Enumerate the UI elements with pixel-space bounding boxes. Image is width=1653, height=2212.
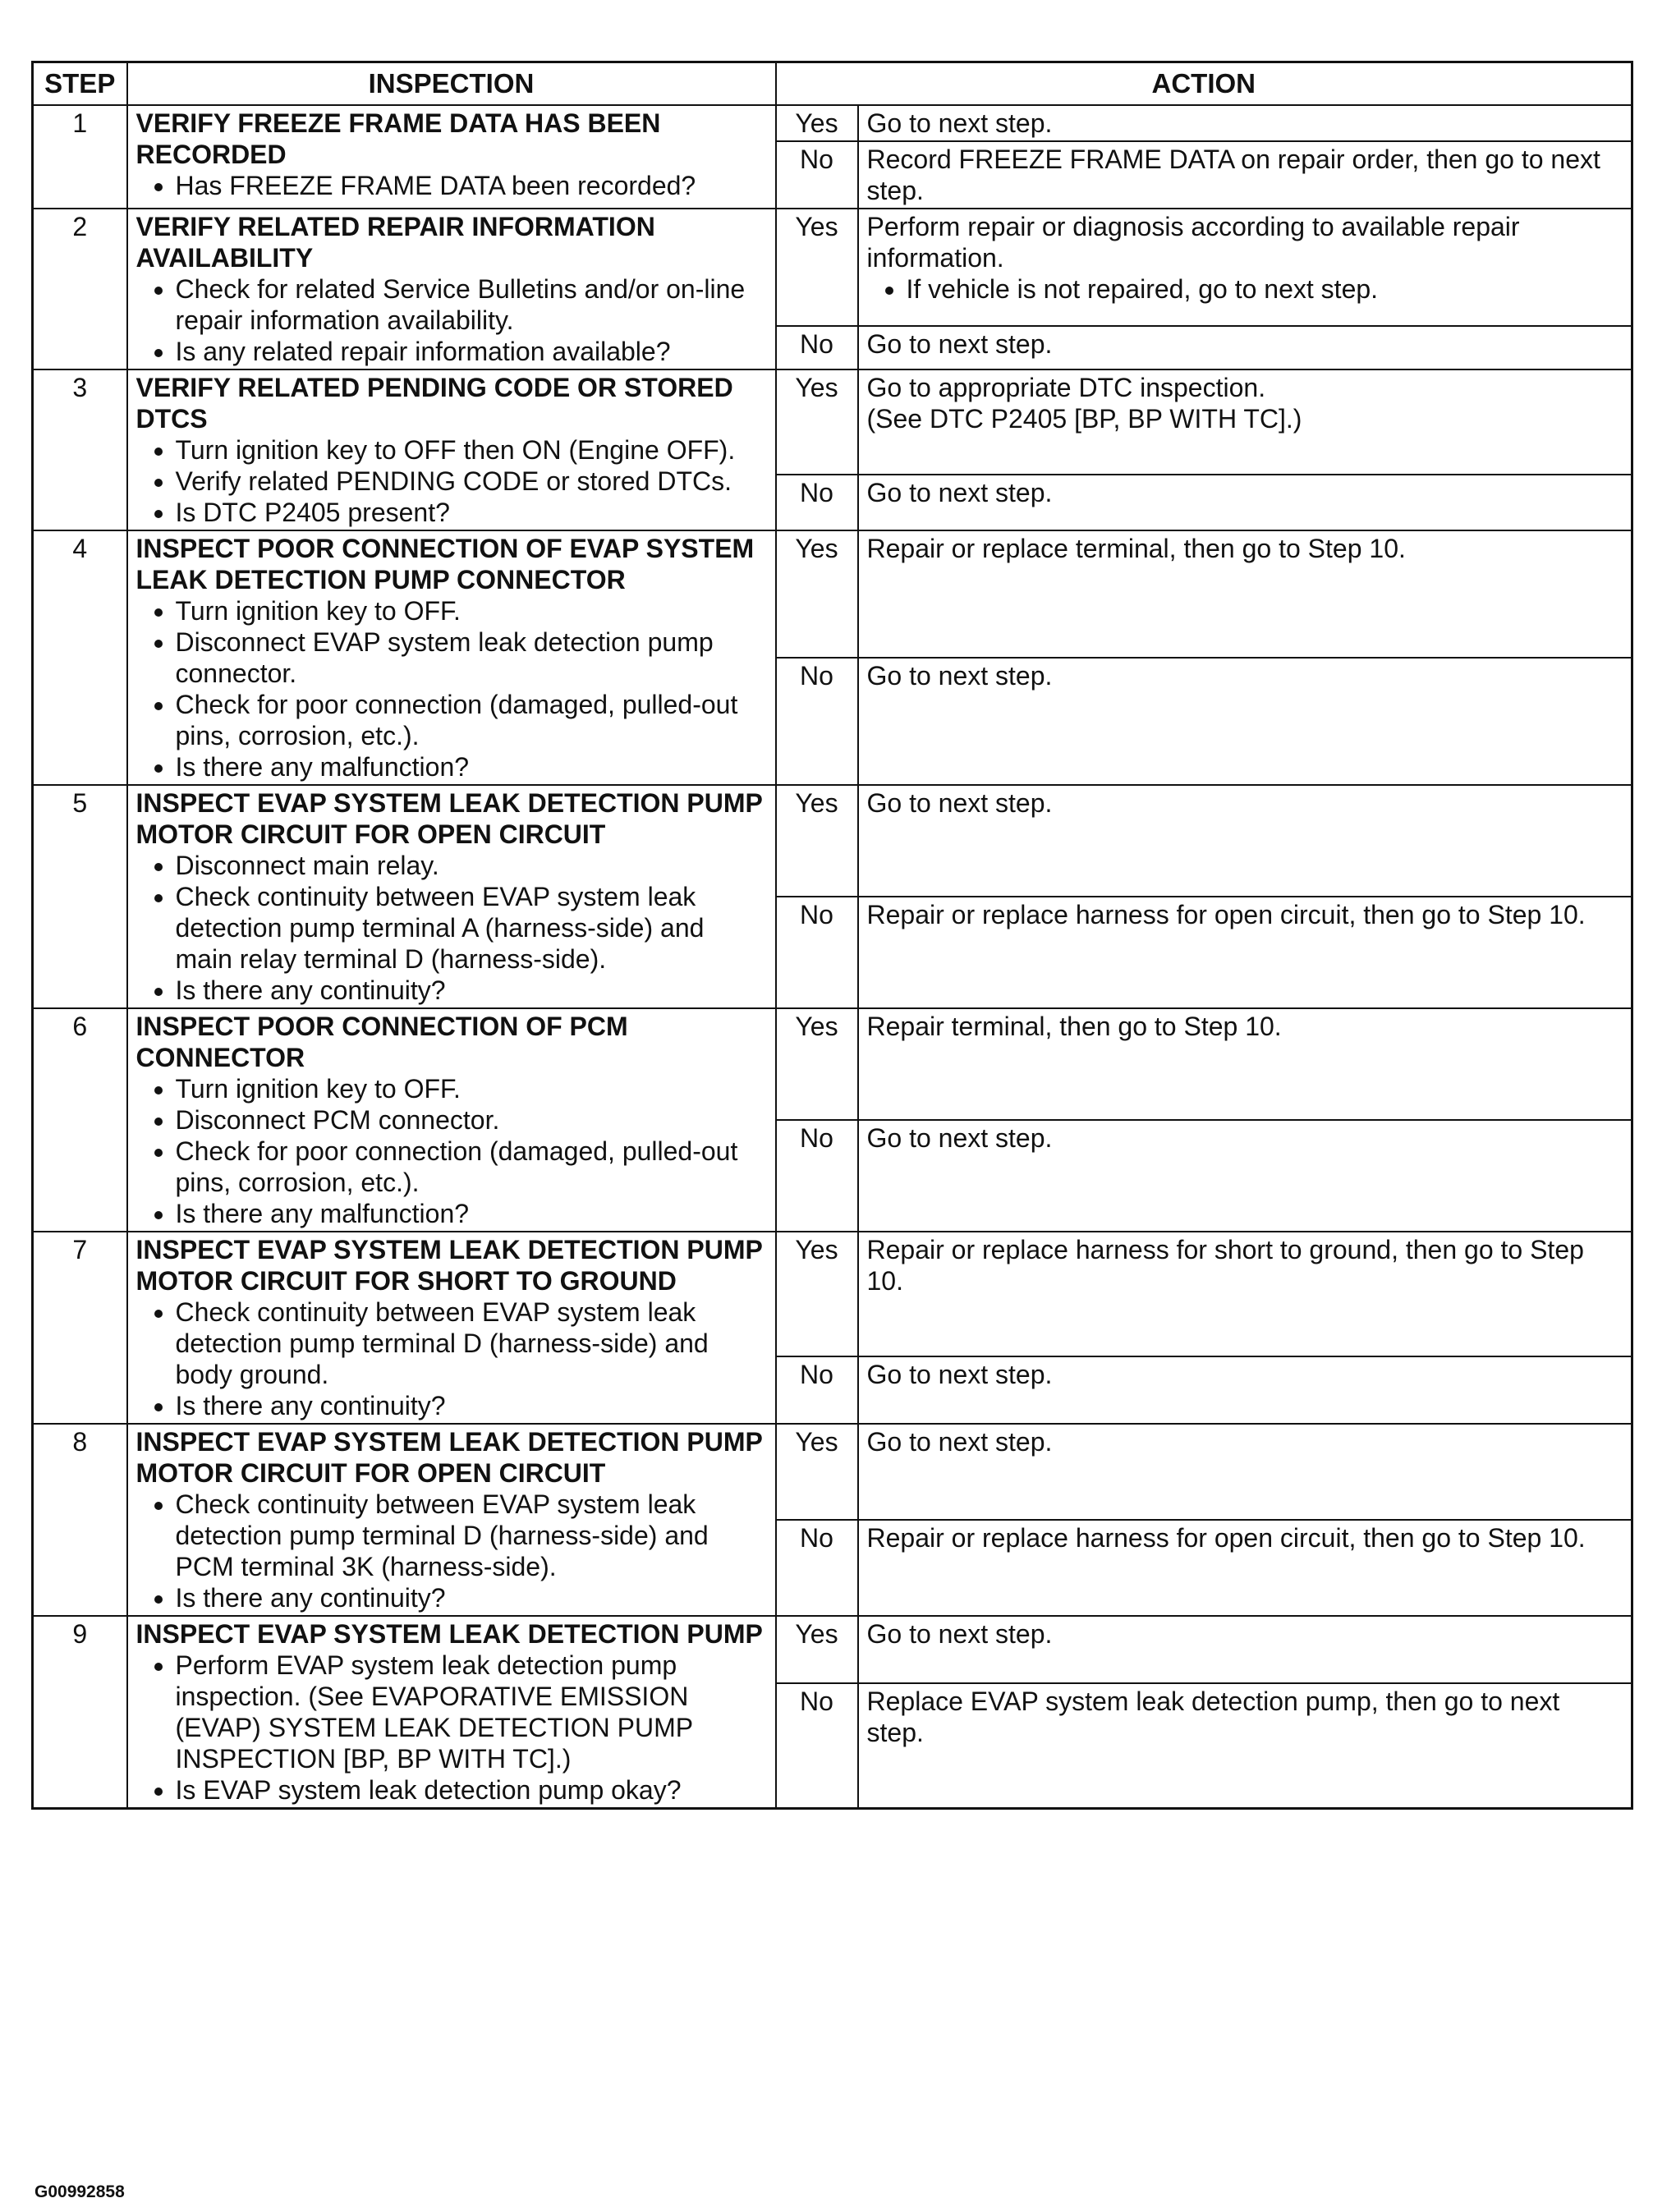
inspection-bullets	[136, 273, 767, 367]
yes-action: Repair terminal, then go to Step 10.	[866, 1012, 1282, 1041]
yes-label: Yes	[776, 1008, 858, 1120]
yes-action: Repair or replace harness for short to ground, then go to Step 10.	[866, 1235, 1584, 1296]
inspection-bullets	[136, 1296, 767, 1421]
inspection-cell	[127, 369, 776, 530]
yes-action: Go to next step.	[866, 1619, 1053, 1649]
inspection-bullets	[136, 595, 767, 782]
inspection-title: INSPECT EVAP SYSTEM LEAK DETECTION PUMP MOTOR CIRCUIT FOR SHORT TO GROUND	[135, 1235, 763, 1296]
table-body	[33, 105, 1632, 1809]
no-action: Go to next step.	[858, 1356, 1632, 1424]
table-row	[33, 1616, 1632, 1683]
step-number: 8	[33, 1424, 127, 1616]
header-inspection: INSPECTION	[127, 62, 776, 106]
inspection-title: INSPECT EVAP SYSTEM LEAK DETECTION PUMP MOTOR CIRCUIT FOR OPEN CIRCUIT	[135, 1427, 763, 1488]
no-label: No	[776, 475, 858, 530]
inspection-bullets	[136, 1650, 767, 1806]
table-row	[33, 369, 1632, 475]
inspection-cell	[127, 530, 776, 785]
document-id: G00992858	[34, 2182, 125, 2201]
yes-label: Yes	[776, 530, 858, 658]
inspection-bullet: • Check continuity between EVAP system leak detection pump terminal D (harness-side) and body ground.	[176, 1296, 767, 1390]
table-row	[33, 209, 1632, 326]
yes-action-cell	[858, 1232, 1632, 1356]
no-label: No	[776, 1120, 858, 1232]
inspection-bullet: • Is there any continuity?	[176, 1390, 767, 1421]
header-row	[33, 62, 1632, 106]
no-label: No	[776, 1683, 858, 1809]
no-action: Go to next step.	[858, 1120, 1632, 1232]
table-row	[33, 1232, 1632, 1356]
yes-action: Go to next step.	[866, 108, 1053, 138]
yes-action-cell	[858, 1424, 1632, 1520]
table-row	[33, 1424, 1632, 1520]
inspection-cell	[127, 1232, 776, 1424]
inspection-title: INSPECT POOR CONNECTION OF EVAP SYSTEM LEAK DETECTION PUMP CONNECTOR	[135, 534, 755, 594]
yes-action: Repair or replace terminal, then go to Step 10.	[866, 534, 1406, 563]
no-action: Repair or replace harness for open circuit, then go to Step 10.	[858, 897, 1632, 1008]
no-action: Repair or replace harness for open circuit, then go to Step 10.	[858, 1520, 1632, 1616]
diagnostic-procedure-table	[31, 61, 1633, 1810]
table-row	[33, 105, 1632, 141]
yes-label: Yes	[776, 1424, 858, 1520]
yes-action: Perform repair or diagnosis according to available repair information.	[866, 212, 1520, 273]
inspection-title: VERIFY RELATED PENDING CODE OR STORED DTCS	[135, 373, 733, 434]
inspection-bullet: • Is there any malfunction?	[176, 1198, 767, 1229]
table-row	[33, 1008, 1632, 1120]
inspection-bullet: • Check for poor connection (damaged, pulled-out pins, corrosion, etc.).	[176, 1136, 767, 1198]
inspection-title: VERIFY FREEZE FRAME DATA HAS BEEN RECORDED	[135, 108, 661, 169]
inspection-bullet: • Verify related PENDING CODE or stored DTCs.	[176, 466, 767, 497]
inspection-bullet: • Is DTC P2405 present?	[176, 497, 767, 528]
step-number: 5	[33, 785, 127, 1008]
no-action: Go to next step.	[858, 475, 1632, 530]
inspection-bullet: • Disconnect PCM connector.	[176, 1104, 767, 1136]
yes-action: Go to appropriate DTC inspection.	[866, 373, 1266, 402]
inspection-bullets	[136, 170, 767, 201]
no-action: Replace EVAP system leak detection pump, then go to next step.	[858, 1683, 1632, 1809]
inspection-title: VERIFY RELATED REPAIR INFORMATION AVAILABILITY	[135, 212, 655, 273]
yes-label: Yes	[776, 369, 858, 475]
yes-label: Yes	[776, 1616, 858, 1683]
inspection-bullet: • Perform EVAP system leak detection pump inspection. (See EVAPORATIVE EMISSION (EVAP) SYSTEM LEAK DETECTION PUMP INSPECTION [BP, BP WITH TC].)	[176, 1650, 767, 1774]
inspection-bullet: • Turn ignition key to OFF then ON (Engine OFF).	[176, 434, 767, 466]
inspection-bullet: • Disconnect main relay.	[176, 850, 767, 881]
yes-action: Go to next step.	[866, 788, 1053, 818]
inspection-bullet: • Is there any continuity?	[176, 975, 767, 1006]
no-label: No	[776, 1356, 858, 1424]
inspection-bullet: • Disconnect EVAP system leak detection pump connector.	[176, 626, 767, 689]
no-action: Go to next step.	[858, 326, 1632, 369]
inspection-bullet: • Is there any continuity?	[176, 1582, 767, 1613]
inspection-bullet: • Turn ignition key to OFF.	[176, 595, 767, 626]
header-step: STEP	[33, 62, 127, 106]
inspection-bullets	[136, 850, 767, 1006]
table-row	[33, 530, 1632, 658]
inspection-bullet: • Check for related Service Bulletins and/or on-line repair information availability.	[176, 273, 767, 336]
step-number: 1	[33, 105, 127, 209]
inspection-bullet: • Is any related repair information available?	[176, 336, 767, 367]
yes-action-cell	[858, 530, 1632, 658]
inspection-title: INSPECT EVAP SYSTEM LEAK DETECTION PUMP MOTOR CIRCUIT FOR OPEN CIRCUIT	[135, 788, 763, 849]
yes-action-cell	[858, 369, 1632, 475]
yes-action-cell	[858, 105, 1632, 141]
step-number: 7	[33, 1232, 127, 1424]
yes-action: Go to next step.	[866, 1427, 1053, 1457]
inspection-bullet: • Check for poor connection (damaged, pulled-out pins, corrosion, etc.).	[176, 689, 767, 751]
header-action: ACTION	[776, 62, 1632, 106]
yes-label: Yes	[776, 1232, 858, 1356]
no-action: Record FREEZE FRAME DATA on repair order, then go to next step.	[858, 141, 1632, 209]
inspection-bullet: • Is EVAP system leak detection pump okay?	[176, 1774, 767, 1806]
inspection-cell	[127, 785, 776, 1008]
inspection-bullets	[136, 434, 767, 528]
no-action: Go to next step.	[858, 658, 1632, 785]
inspection-bullet: • Is there any malfunction?	[176, 751, 767, 782]
no-label: No	[776, 326, 858, 369]
inspection-bullet: • Has FREEZE FRAME DATA been recorded?	[176, 170, 767, 201]
yes-label: Yes	[776, 105, 858, 141]
step-number: 3	[33, 369, 127, 530]
no-label: No	[776, 658, 858, 785]
inspection-title: INSPECT POOR CONNECTION OF PCM CONNECTOR	[135, 1012, 628, 1072]
step-number: 2	[33, 209, 127, 369]
inspection-bullet: • Check continuity between EVAP system leak detection pump terminal A (harness-side) and main relay terminal D (harness-side).	[176, 881, 767, 975]
inspection-cell	[127, 1424, 776, 1616]
inspection-cell	[127, 105, 776, 209]
inspection-bullet: • Turn ignition key to OFF.	[176, 1073, 767, 1104]
table-row	[33, 785, 1632, 897]
yes-label: Yes	[776, 209, 858, 326]
yes-action-cell	[858, 1616, 1632, 1683]
inspection-bullets	[136, 1489, 767, 1613]
no-label: No	[776, 1520, 858, 1616]
inspection-title: INSPECT EVAP SYSTEM LEAK DETECTION PUMP	[135, 1619, 763, 1649]
inspection-cell	[127, 1008, 776, 1232]
step-number: 9	[33, 1616, 127, 1809]
step-number: 6	[33, 1008, 127, 1232]
yes-action-cell	[858, 1008, 1632, 1120]
yes-action-sub-list	[867, 273, 1623, 305]
step-number: 4	[33, 530, 127, 785]
yes-label: Yes	[776, 785, 858, 897]
inspection-bullets	[136, 1073, 767, 1229]
inspection-bullet: • Check continuity between EVAP system leak detection pump terminal D (harness-side) and PCM terminal 3K (harness-side).	[176, 1489, 767, 1582]
yes-action-cell	[858, 785, 1632, 897]
no-label: No	[776, 897, 858, 1008]
inspection-cell	[127, 209, 776, 369]
no-label: No	[776, 141, 858, 209]
inspection-cell	[127, 1616, 776, 1809]
yes-action-reference: (See DTC P2405 [BP, BP WITH TC].)	[866, 404, 1302, 434]
yes-action-sub-bullet: • If vehicle is not repaired, go to next step.	[907, 273, 1623, 305]
yes-action-cell	[858, 209, 1632, 326]
